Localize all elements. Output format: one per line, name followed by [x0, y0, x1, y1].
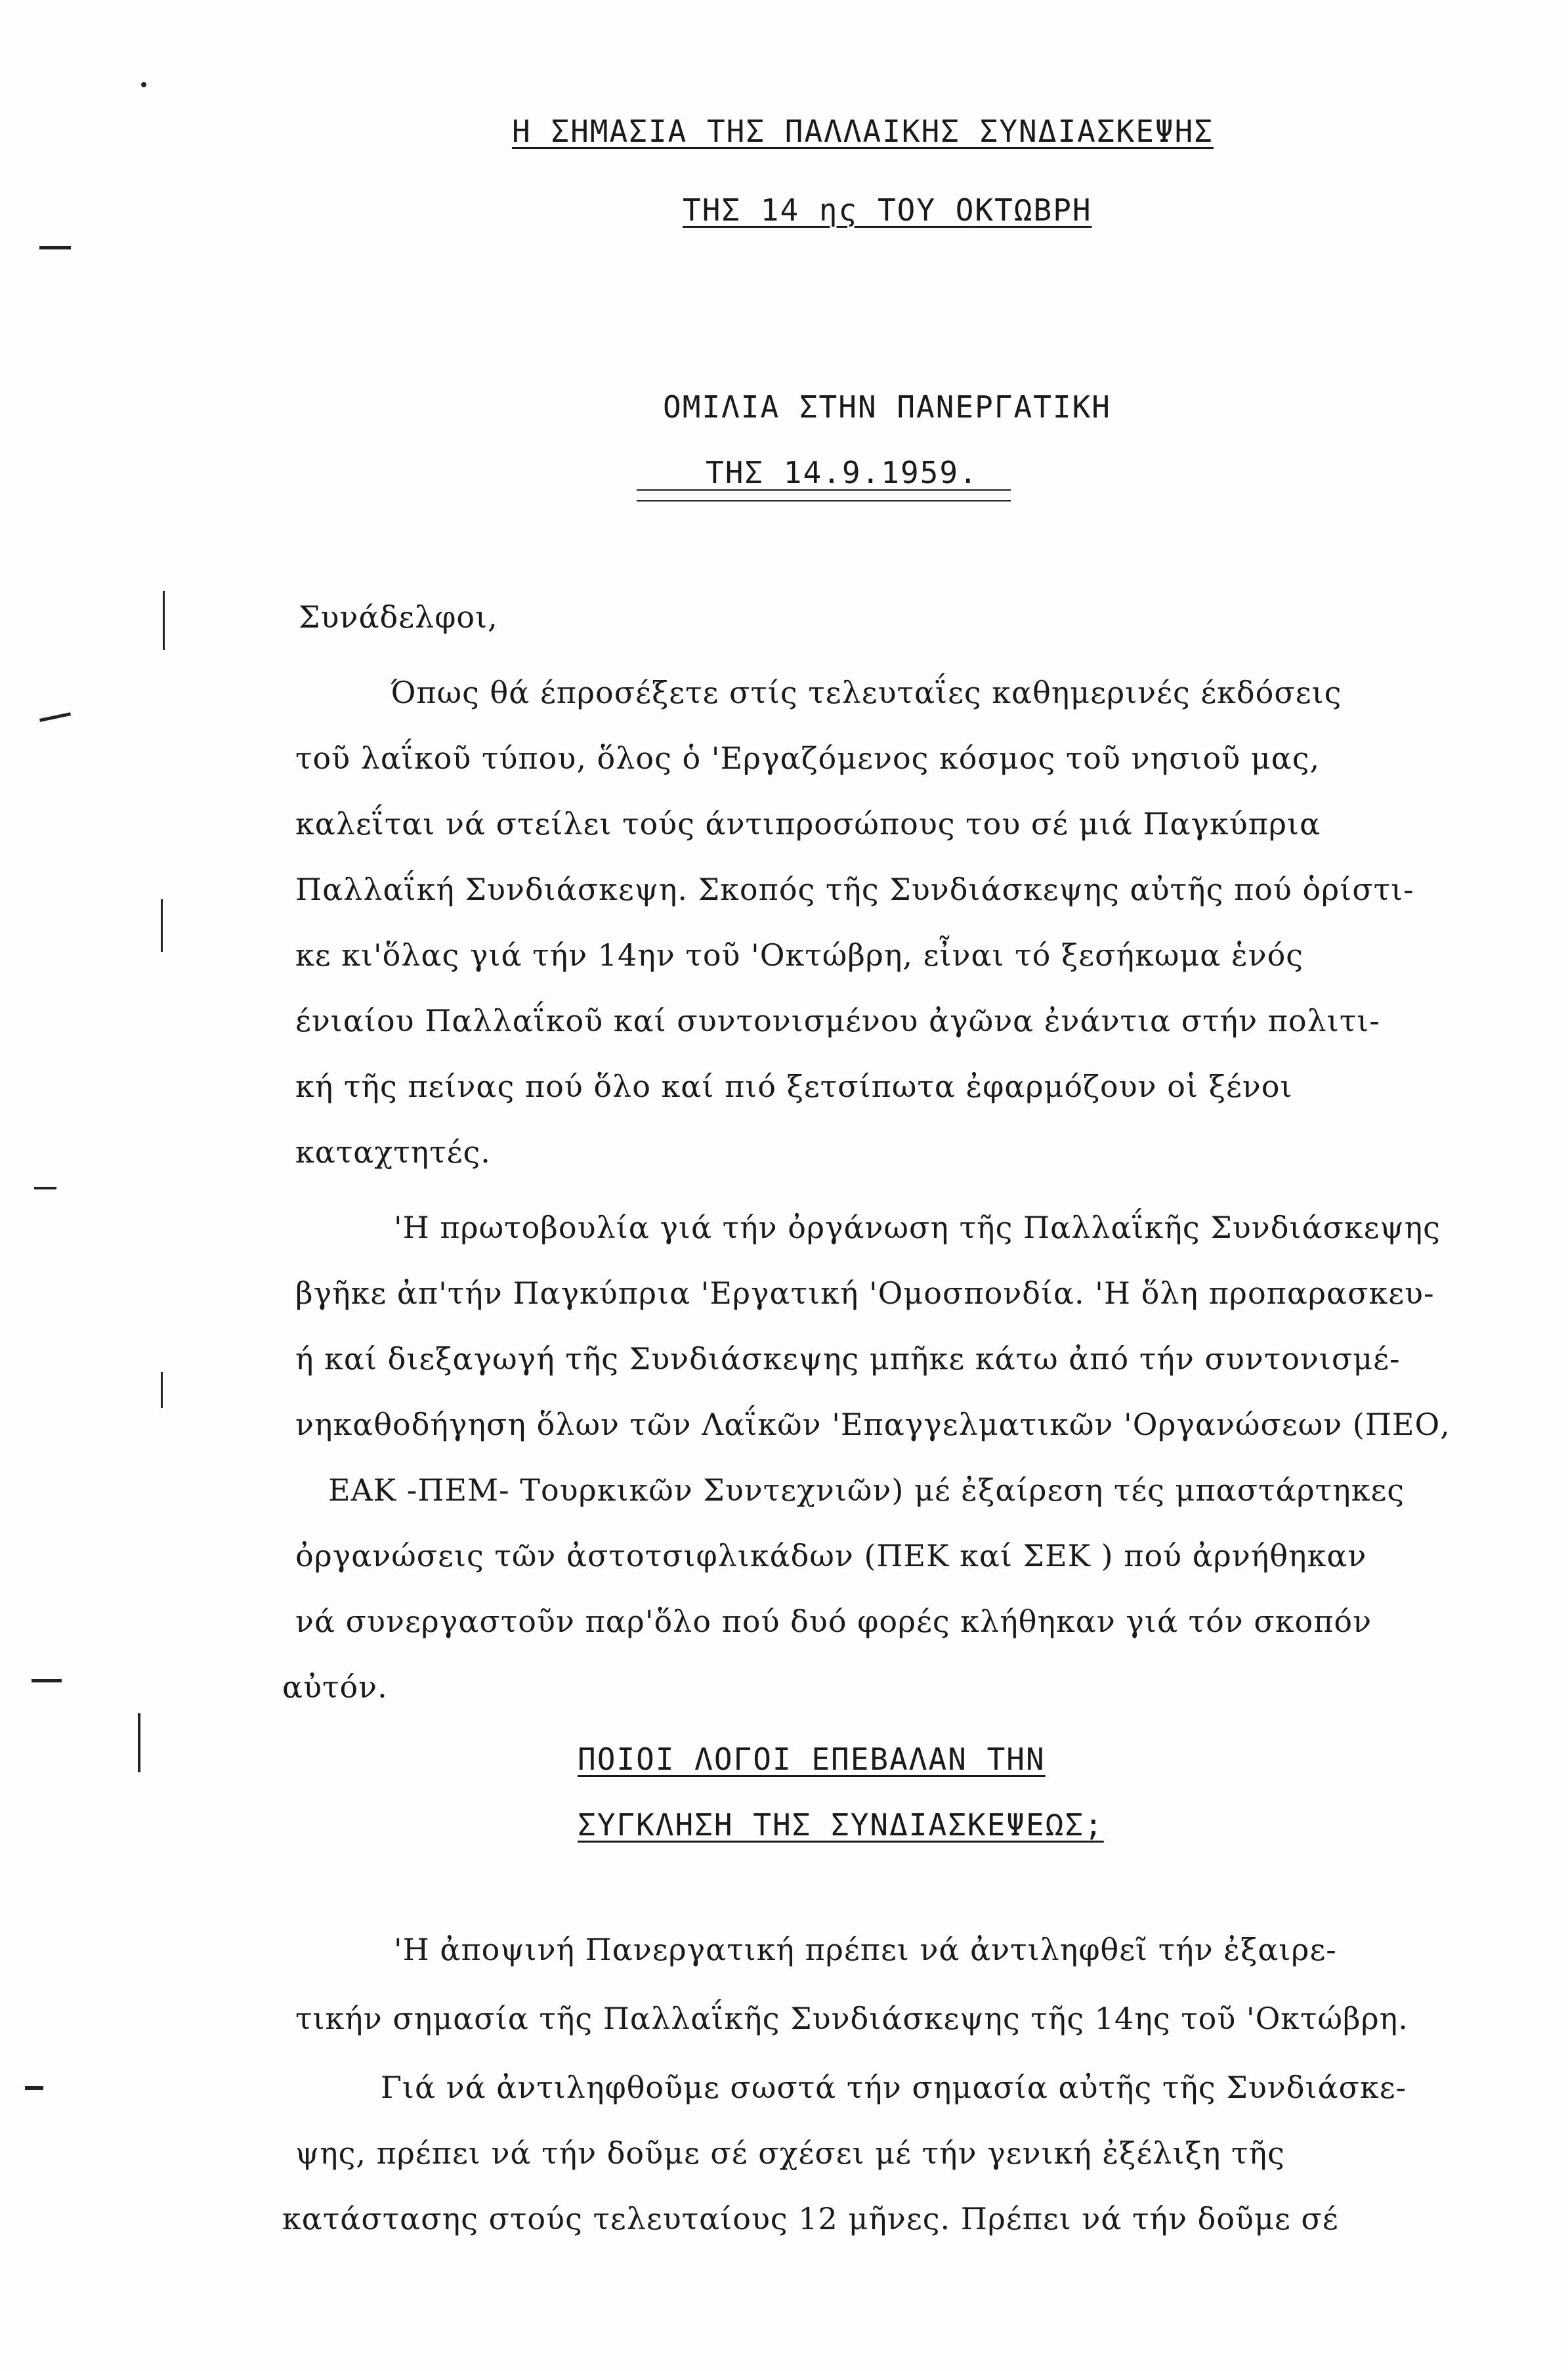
margin-dot — [141, 82, 146, 87]
paragraph-1-line: τοῦ λαΐκοῦ τύπου, ὅλος ὁ 'Εργαζόμενος κόσμος τοῦ νησιοῦ μας, — [295, 740, 1321, 776]
subtitle-line-1: ΟΜΙΛΙΑ ΣΤΗΝ ΠΑΝΕΡΓΑΤΙΚΗ — [663, 389, 1111, 425]
paragraph-3-line: τικήν σημασία τῆς Παλλαΐκῆς Συνδιάσκεψης τῆς 14ης τοῦ 'Οκτώβρη. — [295, 2001, 1409, 2036]
margin-mark — [25, 2086, 43, 2090]
paragraph-2-line: ὀργανώσεις τῶν ἀστοτσιφλικάδων (ΠΕΚ καί ΣΕΚ ) πού ἀρνήθηκαν — [295, 1538, 1367, 1573]
salutation: Συνάδελφοι, — [299, 599, 498, 635]
margin-line — [161, 1372, 163, 1408]
section-heading-line-1: ΠΟΙΟΙ ΛΟΓΟΙ ΕΠΕΒΑΛΑΝ ΤΗΝ — [578, 1741, 1046, 1777]
subtitle-line-2: ΤΗΣ 14.9.1959. — [706, 455, 979, 490]
paragraph-2-line: 'Η πρωτοβουλία γιά τήν ὀργάνωση τῆς Παλλαΐκῆς Συνδιάσκεψης — [394, 1210, 1441, 1245]
paragraph-1-line: ένιαίου Παλλαΐκοῦ καί συντονισμένου ἀγῶνα ἐνάντια στήν πολιτι- — [295, 1003, 1380, 1038]
paragraph-1-line: Παλλαΐκή Συνδιάσκεψη. Σκοπός τῆς Συνδιάσκεψης αὐτῆς πού ὁρίστι- — [295, 872, 1414, 907]
paragraph-1-line: κε κι'ὅλας γιά τήν 14ην τοῦ 'Οκτώβρη, εἶναι τό ξεσήκωμα ἑνός — [295, 937, 1304, 973]
paragraph-2-line: νηκαθοδήγηση ὅλων τῶν Λαΐκῶν 'Επαγγελματικῶν 'Οργανώσεων (ΠΕΟ, — [295, 1407, 1451, 1442]
paragraph-2-line: ΕΑΚ -ΠΕΜ- Τουρκικῶν Συντεχνιῶν) μέ ἐξαίρεση τές μπαστάρτηκες — [328, 1472, 1405, 1508]
paragraph-4-line: ψης, πρέπει νά τήν δοῦμε σέ σχέσει μέ τήν γενική ἐξέλιξη τῆς — [295, 2135, 1285, 2171]
paragraph-4-line: Γιά νά ἀντιληφθοῦμε σωστά τήν σημασία αὐτῆς τῆς Συνδιάσκε- — [381, 2070, 1407, 2105]
paragraph-4-line: κατάστασης στούς τελευταίους 12 μῆνες. Πρέπει νά τήν δοῦμε σέ — [282, 2201, 1339, 2236]
paragraph-2-line: αὐτόν. — [282, 1669, 388, 1705]
margin-line — [138, 1713, 140, 1772]
margin-mark — [39, 712, 71, 722]
paragraph-3-line: 'Η ἀποψινή Πανεργατική πρέπει νά ἀντιληφθεῖ τήν ἐξαιρε- — [394, 1932, 1337, 1967]
title-line-1: Η ΣΗΜΑΣΙΑ ΤΗΣ ΠΑΛΛΑΙΚΗΣ ΣΥΝΔΙΑΣΚΕΨΗΣ — [512, 114, 1214, 149]
margin-line — [161, 899, 163, 952]
margin-mark — [34, 1187, 56, 1189]
double-rule — [637, 489, 1011, 502]
paragraph-2-line: ή καί διεξαγωγή τῆς Συνδιάσκεψης μπῆκε κάτω ἀπό τήν συντονισμέ- — [295, 1341, 1401, 1377]
title-line-2: ΤΗΣ 14 ης ΤΟΥ ΟΚΤΩΒΡΗ — [683, 192, 1092, 228]
paragraph-1-line: καλεΐται νά στείλει τούς άντιπροσώπους του σέ μιά Παγκύπρια — [295, 806, 1321, 842]
paragraph-1-line: καταχτητές. — [295, 1134, 491, 1170]
margin-mark — [32, 1679, 62, 1682]
paragraph-1-line: Όπως θά έπροσέξετε στίς τελευταΐες καθημερινές έκδόσεις — [391, 675, 1342, 710]
paragraph-2-line: βγῆκε ἀπ'τήν Παγκύπρια 'Εργατική 'Ομοσπονδία. 'Η ὅλη προπαρασκευ- — [295, 1275, 1435, 1311]
paragraph-1-line: κή τῆς πείνας πού ὅλο καί πιό ξετσίπωτα ἐφαρμόζουν οἱ ξένοι — [295, 1069, 1293, 1104]
margin-line — [163, 591, 165, 650]
paragraph-2-line: νά συνεργαστοῦν παρ'ὅλο πού δυό φορές κλήθηκαν γιά τόν σκοπόν — [295, 1604, 1372, 1639]
section-heading-line-2: ΣΥΓΚΛΗΣΗ ΤΗΣ ΣΥΝΔΙΑΣΚΕΨΕΩΣ; — [578, 1807, 1104, 1843]
margin-mark — [39, 246, 71, 249]
